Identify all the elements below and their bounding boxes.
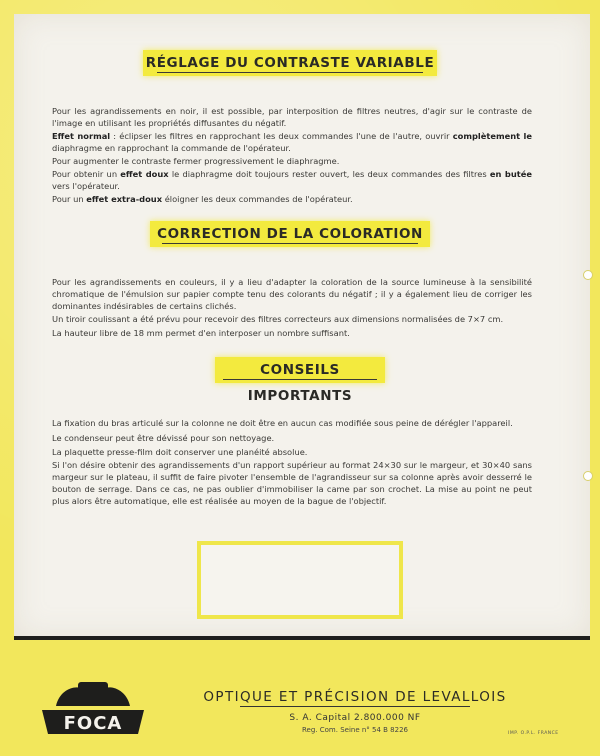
paragraph-text: Pour un — [52, 194, 87, 204]
printer-mark: IMP. O.P.L. FRANCE — [508, 731, 559, 736]
paragraph: Le condenseur peut être dévissé pour son nettoyage. — [52, 433, 275, 443]
heading-band-coloration — [150, 221, 430, 247]
section-heading-contrast: RÉGLAGE DU CONTRASTE VARIABLE — [145, 55, 435, 71]
paragraph: Un tiroir coulissant a été prévu pour recevoir des filtres correcteurs aux dimensions normalisées de 7×7 cm. — [52, 314, 504, 324]
emphasis: complètement le — [452, 131, 532, 141]
emphasis: effet extra-doux — [86, 194, 163, 204]
emphasis: effet doux — [120, 169, 169, 179]
heading-band-contrast — [143, 50, 437, 76]
paragraph-text: le diaphragme doit toujours rester ouvert, les deux commandes des filtres — [168, 169, 490, 179]
paragraph-text: : éclipser les filtres en rapprochant les deux commandes l'une de l'autre, ouvrir — [110, 131, 453, 141]
paragraph — [52, 193, 532, 205]
blank-frame — [197, 541, 403, 619]
paragraph-text: diaphragme en rapprochant la commande de l'opérateur. — [52, 143, 291, 153]
binder-hole-top — [583, 270, 593, 280]
paragraph-text: éloigner les deux commandes de l'opérateur. — [162, 194, 353, 204]
paragraph — [52, 168, 532, 192]
foca-logo — [38, 676, 148, 738]
company-registry: Reg. Com. Seine n° 54 B 8226 — [302, 726, 408, 734]
paragraph — [52, 130, 532, 154]
paragraph: Pour les agrandissements en couleurs, il y a lieu d'adapter la coloration de la source lumineuse à la sensibilité chromatique de l'émulsion sur papier compte tenu des colorants du négatif ; il y a également lieu de corriger les dominantes indésirables de certains clichés. — [52, 277, 532, 311]
paragraph: La plaquette presse-film doit conserver une planéité absolue. — [52, 447, 308, 457]
heading-underline — [157, 72, 423, 73]
section-heading-coloration: CORRECTION DE LA COLORATION — [157, 226, 423, 242]
heading-underline — [223, 379, 377, 380]
paragraph: Pour les agrandissements en noir, il est possible, par interposition de filtres neutres, d'agir sur le contraste de l'image en utilisant les propriétés diffusantes du négatif. — [52, 106, 532, 128]
heading-band-conseils — [215, 357, 385, 404]
logo-wordmark: FOCA — [63, 713, 123, 734]
paragraph: La fixation du bras articulé sur la colonne ne doit être en aucun cas modifiée sous peine de dérégler l'appareil. — [52, 418, 513, 428]
paragraph-text: vers l'opérateur. — [52, 181, 120, 191]
company-name: OPTIQUE ET PRÉCISION DE LEVALLOIS — [203, 689, 507, 705]
paragraph: Pour augmenter le contraste fermer progressivement le diaphragme. — [52, 156, 340, 166]
paragraph: Si l'on désire obtenir des agrandissements d'un rapport supérieur au format 24×30 sur le margeur, et 30×40 sans margeur sur le plateau, il suffit de faire pivoter l'ensemble de l'agrandisseur sur sa colonne après avoir desserré le bouton de serrage. Dans ce cas, ne pas oublier d'immobiliser la came par son crochet. La mise au point ne peut plus alors être automatique, elle est réalisée au moyen de la bague de l'objectif. — [52, 460, 532, 506]
paragraph: La hauteur libre de 18 mm permet d'en interposer un nombre suffisant. — [52, 328, 350, 338]
company-capital: S. A. Capital 2.800.000 NF — [289, 713, 421, 723]
emphasis: en butée — [489, 169, 532, 179]
binder-hole-bottom — [583, 471, 593, 481]
section-heading-conseils: CONSEILS IMPORTANTS — [247, 362, 353, 404]
footer-rule — [14, 636, 590, 640]
heading-underline — [162, 243, 418, 244]
paragraph-text: Pour obtenir un — [52, 169, 121, 179]
company-underline — [240, 706, 470, 707]
emphasis: Effet normal — [52, 131, 111, 141]
